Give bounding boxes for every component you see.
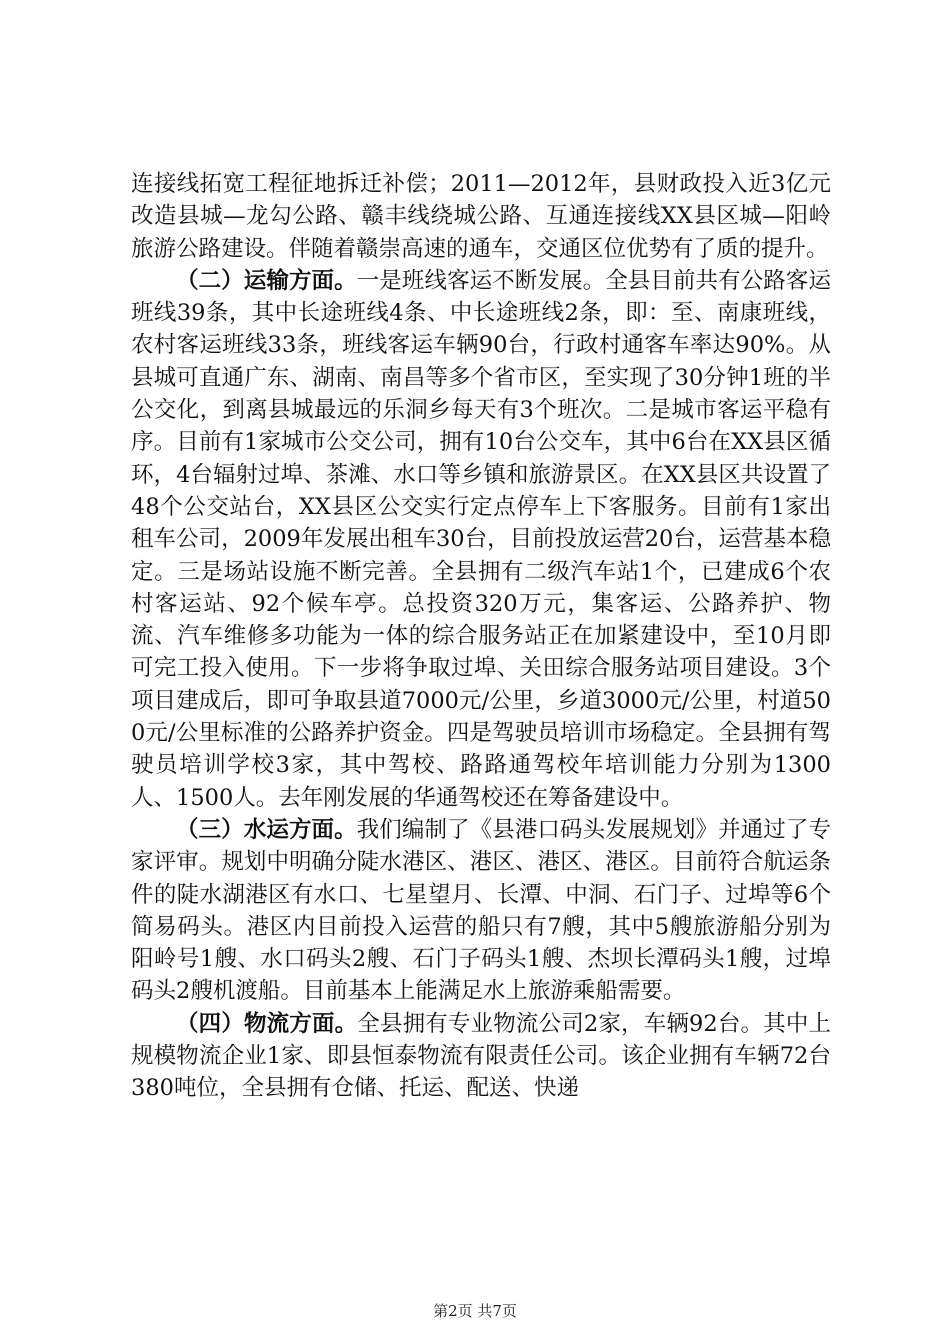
page-footer [0, 1300, 950, 1321]
page-number: 第2页 共7页 [433, 1302, 517, 1320]
paragraph-intro [131, 168, 831, 265]
paragraph-text: 连接线拓宽工程征地拆迁补偿；2011—2012年，县财政投入近3亿元改造县城—龙勾公路、赣丰线绕城公路、互通连接线XX县区城—阳岭旅游公路建设。伴随着赣崇高速的通车，交通区位优势有了质的提升。 [131, 171, 831, 262]
paragraph-text: 我们编制了《县港口码头发展规划》并通过了专家评审。规划中明确分陡水港区、港区、港区、港区。目前符合航运条件的陡水湖港区有水口、七星望月、长潭、中洞、石门子、过埠等6个简易码头。港区内目前投入运营的船只有7艘，其中5艘旅游船分别为阳岭号1艘、水口码头2艘、石门子码头1艘、杰坝长潭码头1艘，过埠码头2艘机渡船。目前基本上能满足水上旅游乘船需要。 [131, 816, 831, 1005]
paragraph-text: 一是班线客运不断发展。全县目前共有公路客运班线39条，其中长途班线4条、中长途班线2条，即：至、南康班线，农村客运班线33条，班线客运车辆90台，行政村通客车率达90%。从县城可直通广东、湖南、南昌等多个省市区，至实现了30分钟1班的半公交化，到离县城最远的乐洞乡每天有3个班次。二是城市客运平稳有序。目前有1家城市公交公司，拥有10台公交车，其中6台在XX县区循环，4台辐射过埠、茶滩、水口等乡镇和旅游景区。在XX县区共设置了48个公交站台，XX县区公交实行定点停车上下客服务。目前有1家出租车公司，2009年发展出租车30台，目前投放运营20台，运营基本稳定。三是场站设施不断完善。全县拥有二级汽车站1个，已建成6个农村客运站、92个候车亭。总投资320万元，集客运、公路养护、物流、汽车维修多功能为一体的综合服务站正在加紧建设中，至10月即可完工投入使用。下一步将争取过埠、关田综合服务站项目建设。3个项目建成后，即可争取县道7000元/公里，乡道3000元/公里，村道500元/公里标准的公路养护资金。四是驾驶员培训市场稳定。全县拥有驾驶员培训学校3家，其中驾校、路路通驾校年培训能力分别为1300人、1500人。去年刚发展的华通驾校还在筹备建设中。 [131, 267, 831, 811]
section-heading: （三）水运方面。 [176, 816, 357, 843]
paragraph-water-transport [131, 814, 831, 1008]
paragraph-logistics [131, 1008, 831, 1105]
document-body [131, 168, 831, 1105]
paragraph-transport [131, 265, 831, 814]
section-heading: （二）运输方面。 [176, 267, 357, 294]
paragraph-text: 全县拥有专业物流公司2家，车辆92台。其中上规模物流企业1家、即县恒泰物流有限责任公司。该企业拥有车辆72台380吨位，全县拥有仓储、托运、配送、快递 [131, 1010, 831, 1102]
section-heading: （四）物流方面。 [176, 1010, 358, 1037]
